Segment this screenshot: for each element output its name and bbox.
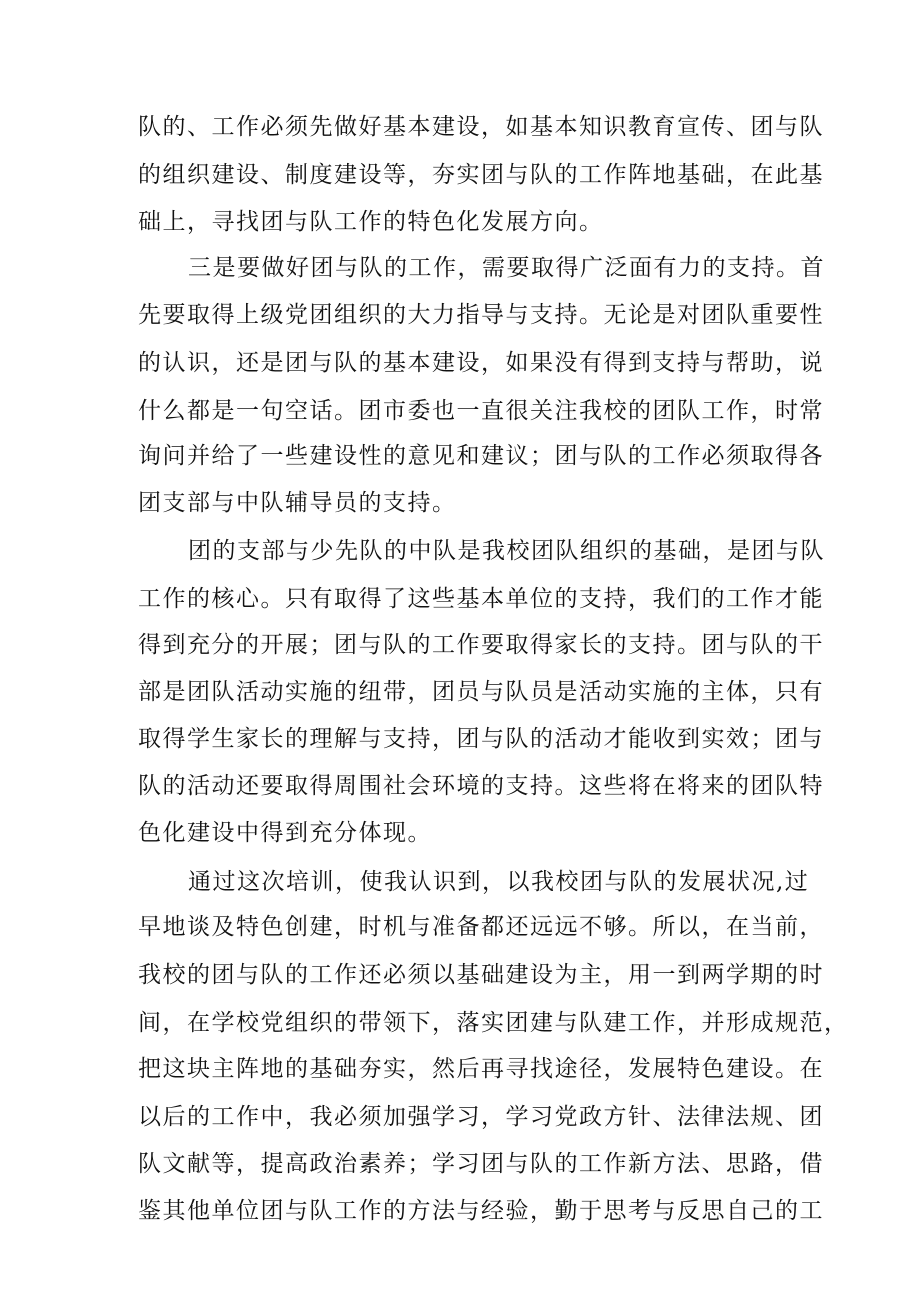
text-line: 取得学生家长的理解与支持，团与队的活动才能收到实效；团与: [138, 726, 824, 752]
text-line: 工作的核心。只有取得了这些基本单位的支持，我们的工作才能: [138, 586, 824, 612]
paragraph-first-line: 团的支部与少先队的中队是我校团队组织的基础，是团与队: [188, 538, 825, 564]
paragraph-first-line: 通过这次培训，使我认识到，以我校团与队的发展状况,过: [188, 869, 810, 895]
text-line: 间，在学校党组织的带领下，落实团建与队建工作，并形成规范，: [138, 1010, 849, 1036]
text-line: 什么都是一句空话。团市委也一直很关注我校的团队工作，时常: [138, 398, 824, 424]
text-line: 队文献等，提高政治素养；学习团与队的工作新方法、思路，借: [138, 1151, 824, 1177]
text-line: 先要取得上级党团组织的大力指导与支持。无论是对团队重要性: [138, 302, 824, 328]
text-line: 询问并给了一些建设性的意见和建议；团与队的工作必须取得各: [138, 443, 824, 469]
text-line: 以后的工作中，我必须加强学习，学习党政方针、法律法规、团: [138, 1104, 824, 1130]
paragraph-first-line: 三是要做好团与队的工作，需要取得广泛面有力的支持。首: [188, 255, 825, 281]
text-line: 的组织建设、制度建设等，夯实团与队的工作阵地基础，在此基: [138, 162, 824, 188]
text-line: 队的活动还要取得周围社会环境的支持。这些将在将来的团队特: [138, 773, 824, 799]
text-line: 础上，寻找团与队工作的特色化发展方向。: [138, 209, 604, 235]
text-line: 得到充分的开展；团与队的工作要取得家长的支持。团与队的干: [138, 632, 824, 658]
text-line: 团支部与中队辅导员的支持。: [138, 490, 457, 516]
text-line: 部是团队活动实施的纽带，团员与队员是活动实施的主体，只有: [138, 679, 824, 705]
text-line: 队的、工作必须先做好基本建设，如基本知识教育宣传、团与队: [138, 114, 824, 140]
text-line: 的认识，还是团与队的基本建设，如果没有得到支持与帮助，说: [138, 350, 824, 376]
text-line: 我校的团与队的工作还必须以基础建设为主，用一到两学期的时: [138, 962, 824, 988]
text-line: 把这块主阵地的基础夯实，然后再寻找途径，发展特色建设。在: [138, 1056, 824, 1082]
text-line: 色化建设中得到充分体现。: [138, 820, 432, 846]
text-line: 早地谈及特色创建，时机与准备都还远远不够。所以，在当前，: [138, 914, 824, 940]
text-line: 鉴其他单位团与队工作的方法与经验，勤于思考与反思自己的工: [138, 1198, 824, 1224]
